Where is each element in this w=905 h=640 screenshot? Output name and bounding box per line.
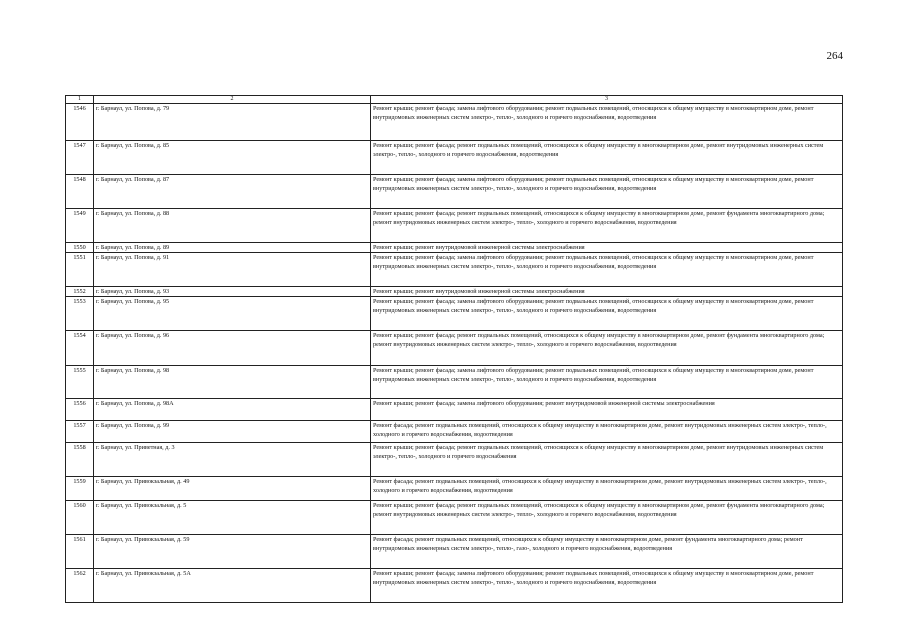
- table-row: [66, 569, 843, 603]
- table-row: [66, 297, 843, 331]
- row-works: Ремонт крыши; ремонт фасада; замена лифтового оборудования; ремонт подвальных помещений, относящихся к общему имуществу в многоквартирном доме, ремонт внутридомовых инженерных систем электро-, тепло-, холодного и горячего водоснабжения, водоотведения: [371, 366, 843, 399]
- row-number: 1555: [66, 366, 94, 399]
- table-row: [66, 141, 843, 175]
- row-works: Ремонт крыши; ремонт фасада; замена лифтового оборудования; ремонт внутридомовой инженерной системы электроснабжения: [371, 399, 843, 421]
- table-row: [66, 175, 843, 209]
- page-number: 264: [826, 50, 843, 62]
- column-header-works: 3: [371, 96, 843, 104]
- row-works: Ремонт крыши; ремонт фасада; замена лифтового оборудования; ремонт подвальных помещений, относящихся к общему имуществу в многоквартирном доме, ремонт внутридомовых инженерных систем электро-, тепло-, холодного и горячего водоснабжения, водоотведения: [371, 253, 843, 287]
- row-number: 1562: [66, 569, 94, 603]
- row-works: Ремонт фасада; ремонт подвальных помещений, относящихся к общему имуществу в многоквартирном доме, ремонт внутридомовых инженерных систем электро-, тепло-, холодного и горячего водоснабжения, водоотведения: [371, 477, 843, 501]
- row-number: 1561: [66, 535, 94, 569]
- row-number: 1546: [66, 104, 94, 141]
- table-row: [66, 243, 843, 253]
- row-address: г. Барнаул, ул. Привокзальная, д. 59: [94, 535, 371, 569]
- row-number: 1553: [66, 297, 94, 331]
- row-works: Ремонт крыши; ремонт фасада; замена лифтового оборудования; ремонт подвальных помещений, относящихся к общему имуществу в многоквартирном доме, ремонт внутридомовых инженерных систем электро-, тепло-, холодного и горячего водоснабжения, водоотведения: [371, 104, 843, 141]
- row-works: Ремонт крыши; ремонт фасада; замена лифтового оборудования; ремонт подвальных помещений, относящихся к общему имуществу в многоквартирном доме, ремонт внутридомовых инженерных систем электро-, тепло-, холодного и горячего водоснабжения, водоотведения: [371, 175, 843, 209]
- row-number: 1551: [66, 253, 94, 287]
- table-body: [66, 104, 843, 603]
- row-number: 1547: [66, 141, 94, 175]
- row-address: г. Барнаул, ул. Попова, д. 95: [94, 297, 371, 331]
- table-row: [66, 253, 843, 287]
- row-works: Ремонт крыши; ремонт фасада; ремонт подвальных помещений, относящихся к общему имуществу в многоквартирном доме, ремонт фундамента многоквартирного дома; ремонт внутридомовых инженерных систем электро-, тепло-, холодного и горячего водоснабжения, водоотведения: [371, 331, 843, 366]
- row-works: Ремонт крыши; ремонт фасада; ремонт подвальных помещений, относящихся к общему имуществу в многоквартирном доме, ремонт внутридомовых инженерных систем электро-, тепло-, холодного и горячего водоснабжения, водоотведения: [371, 141, 843, 175]
- table-row: [66, 443, 843, 477]
- row-number: 1558: [66, 443, 94, 477]
- row-works: Ремонт крыши; ремонт фасада; замена лифтового оборудования; ремонт подвальных помещений, относящихся к общему имуществу в многоквартирном доме, ремонт внутридомовых инженерных систем электро-, тепло-, холодного и горячего водоснабжения, водоотведения: [371, 569, 843, 603]
- row-works: Ремонт крыши; ремонт фасада; замена лифтового оборудования; ремонт подвальных помещений, относящихся к общему имуществу в многоквартирном доме, ремонт внутридомовых инженерных систем электро-, тепло-, холодного и горячего водоснабжения, водоотведения: [371, 297, 843, 331]
- row-address: г. Барнаул, ул. Привокзальная, д. 5А: [94, 569, 371, 603]
- row-works: Ремонт крыши; ремонт фасада; ремонт подвальных помещений, относящихся к общему имуществу в многоквартирном доме, ремонт фундамента многоквартирного дома; ремонт внутридомовых инженерных систем электро-, тепло-, холодного и горячего водоснабжения, водоотведения: [371, 501, 843, 535]
- row-address: г. Барнаул, ул. Попова, д. 98: [94, 366, 371, 399]
- row-address: г. Барнаул, ул. Попова, д. 85: [94, 141, 371, 175]
- row-address: г. Барнаул, ул. Попова, д. 79: [94, 104, 371, 141]
- row-address: г. Барнаул, ул. Попова, д. 88: [94, 209, 371, 243]
- row-number: 1560: [66, 501, 94, 535]
- table-row: [66, 535, 843, 569]
- table-row: [66, 501, 843, 535]
- row-address: г. Барнаул, ул. Попова, д. 89: [94, 243, 371, 253]
- table-row: [66, 287, 843, 297]
- row-works: Ремонт крыши; ремонт внутридомовой инженерной системы электроснабжения: [371, 243, 843, 253]
- table-row: [66, 104, 843, 141]
- table-row: [66, 477, 843, 501]
- row-address: г. Барнаул, ул. Привокзальная, д. 5: [94, 501, 371, 535]
- row-address: г. Барнаул, ул. Попова, д. 99: [94, 421, 371, 443]
- table-row: [66, 331, 843, 366]
- table-row: [66, 399, 843, 421]
- row-number: 1554: [66, 331, 94, 366]
- header-row: [66, 96, 843, 104]
- row-works: Ремонт фасада; ремонт подвальных помещений, относящихся к общему имуществу в многоквартирном доме, ремонт внутридомовых инженерных систем электро-, тепло-, холодного и горячего водоснабжения, водоотведения: [371, 421, 843, 443]
- row-works: Ремонт крыши; ремонт фасада; ремонт подвальных помещений, относящихся к общему имуществу в многоквартирном доме, ремонт внутридомовых инженерных систем электро-, тепло-, холодного и горячего водоснабжения: [371, 443, 843, 477]
- row-number: 1556: [66, 399, 94, 421]
- row-number: 1548: [66, 175, 94, 209]
- row-address: г. Барнаул, ул. Привокзальная, д. 49: [94, 477, 371, 501]
- row-address: г. Барнаул, ул. Попова, д. 87: [94, 175, 371, 209]
- row-address: г. Барнаул, ул. Попова, д. 96: [94, 331, 371, 366]
- row-number: 1549: [66, 209, 94, 243]
- row-works: Ремонт фасада; ремонт подвальных помещений, относящихся к общему имуществу в многоквартирном доме, ремонт фундамента многоквартирного дома; ремонт внутридомовых инженерных систем электро-, тепло-, газо-, холодного и горячего водоснабжения, водоотведения: [371, 535, 843, 569]
- row-number: 1552: [66, 287, 94, 297]
- table-row: [66, 209, 843, 243]
- row-address: г. Барнаул, ул. Попова, д. 98А: [94, 399, 371, 421]
- row-address: г. Барнаул, ул. Попова, д. 93: [94, 287, 371, 297]
- row-works: Ремонт крыши; ремонт фасада; ремонт подвальных помещений, относящихся к общему имуществу в многоквартирном доме, ремонт фундамента многоквартирного дома; ремонт внутридомовых инженерных систем электро-, тепло-, холодного и горячего водоснабжения, водоотведения: [371, 209, 843, 243]
- row-works: Ремонт крыши; ремонт внутридомовой инженерной системы электроснабжения: [371, 287, 843, 297]
- row-number: 1557: [66, 421, 94, 443]
- row-address: г. Барнаул, ул. Попова, д. 91: [94, 253, 371, 287]
- table-row: [66, 366, 843, 399]
- column-header-number: 1: [66, 96, 94, 104]
- row-address: г. Барнаул, ул. Приветная, д. 3: [94, 443, 371, 477]
- table-row: [66, 421, 843, 443]
- column-header-address: 2: [94, 96, 371, 104]
- row-number: 1550: [66, 243, 94, 253]
- row-number: 1559: [66, 477, 94, 501]
- repair-register-table: [65, 95, 843, 603]
